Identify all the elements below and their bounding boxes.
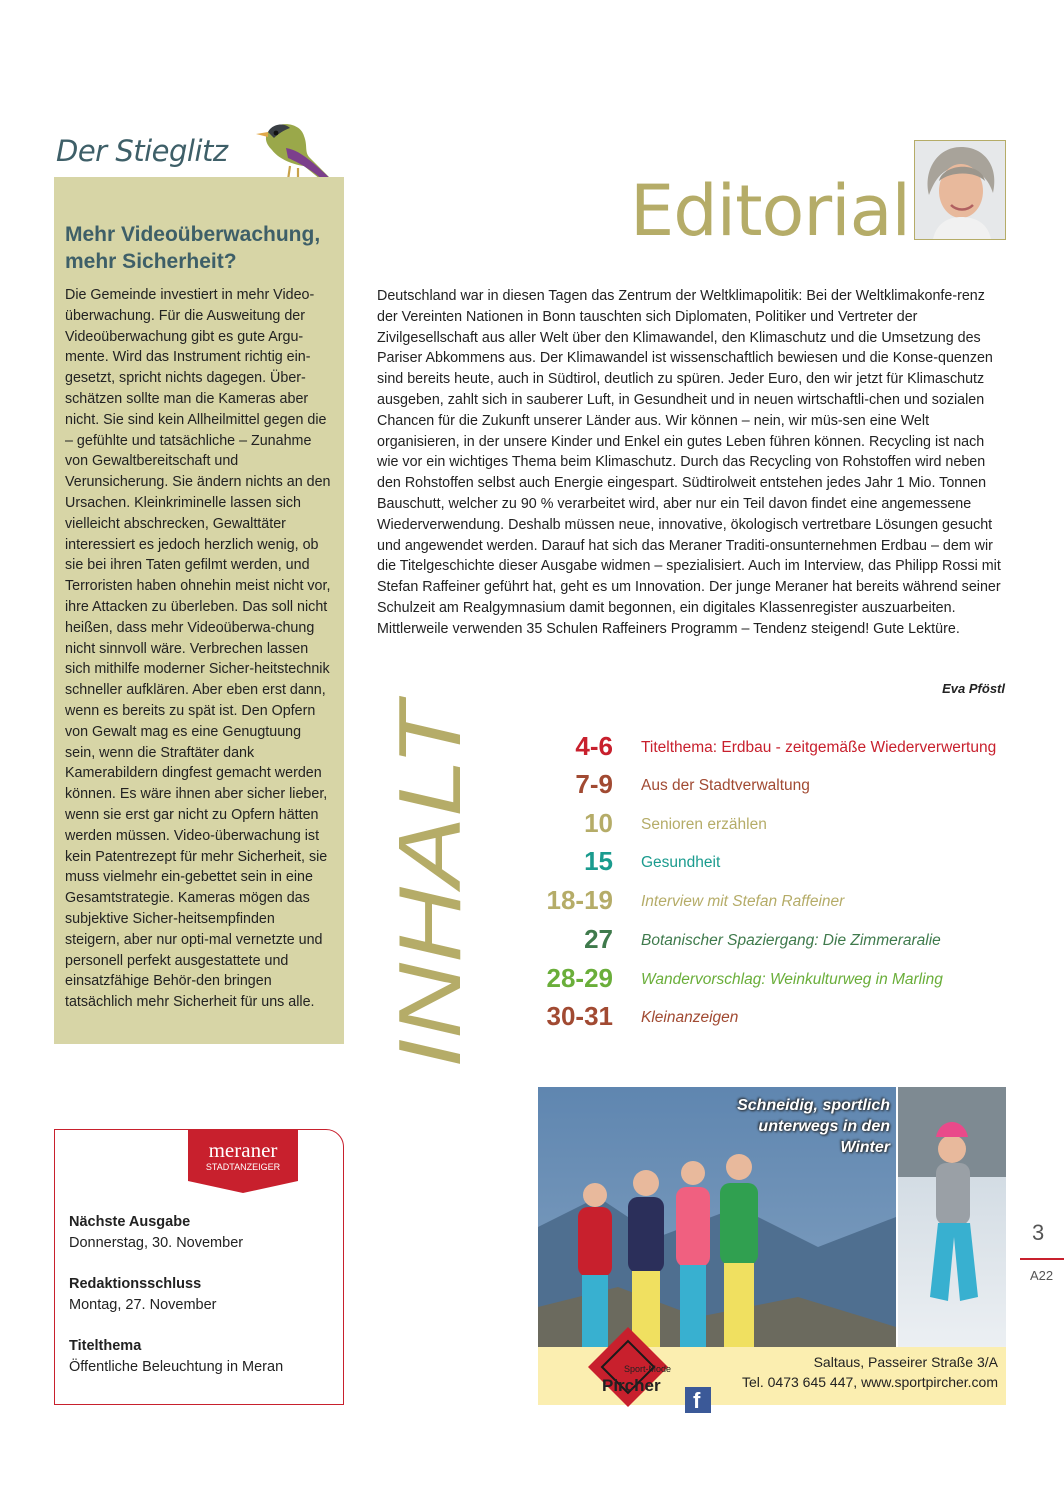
toc-row[interactable]	[490, 808, 1010, 844]
ad-brand: Pircher	[602, 1376, 661, 1395]
inhalt-word-text: INHALT	[380, 761, 479, 1068]
topic-value: Öffentliche Beleuchtung in Meran	[69, 1359, 284, 1375]
toc-label: Senioren erzählen	[641, 816, 767, 833]
toc-page: 7-9	[575, 769, 613, 799]
page-code: A22	[1030, 1268, 1054, 1283]
ad-contact[interactable]: Tel. 0473 645 447, www.sportpircher.com	[741, 1374, 998, 1390]
toc-row[interactable]	[490, 885, 1010, 921]
toc-label: Wandervorschlag: Weinkulturweg in Marling	[641, 971, 943, 988]
logo-main-text: meraner	[208, 1138, 278, 1162]
toc-page: 28-29	[546, 963, 613, 993]
ad-headline	[690, 1095, 890, 1158]
ad-headline-line: Schneidig, sportlich	[737, 1097, 890, 1114]
toc-row[interactable]	[490, 924, 1010, 960]
stieglitz-commentary-box	[54, 177, 344, 1044]
toc-page: 30-31	[546, 1001, 613, 1031]
stieglitz-title: Mehr Videoüberwachung, mehr Sicherheit?	[65, 223, 321, 273]
ad-headline-line: Winter	[840, 1139, 890, 1156]
toc-label: Aus der Stadtverwaltung	[641, 777, 810, 794]
topic-label: Titelthema	[69, 1338, 142, 1354]
deadline-label: Redaktionsschluss	[69, 1276, 202, 1292]
svg-text:f: f	[693, 1388, 701, 1413]
toc-row[interactable]	[490, 769, 1010, 805]
page-number: 3	[1032, 1220, 1045, 1245]
logo-sub-text: STADTANZEIGER	[205, 1162, 281, 1172]
toc-row[interactable]	[490, 963, 1010, 999]
toc-row[interactable]	[490, 731, 1010, 767]
editorial-title: Editorial	[630, 170, 910, 252]
toc-page: 10	[584, 808, 613, 838]
toc-row[interactable]	[490, 1001, 1010, 1037]
toc-page: 15	[584, 846, 613, 876]
ad-headline-line: unterwegs in den	[758, 1118, 890, 1135]
toc-page: 4-6	[575, 731, 613, 761]
next-issue-label: Nächste Ausgabe	[69, 1214, 191, 1230]
next-issue-value: Donnerstag, 30. November	[69, 1235, 244, 1251]
author-photo	[914, 140, 1006, 240]
deadline-value: Montag, 27. November	[69, 1297, 217, 1313]
ad-brand-small: Sport-Mode	[624, 1364, 672, 1374]
meraner-stadtanzeiger-logo	[188, 1129, 298, 1193]
toc-label: Kleinanzeigen	[641, 1009, 739, 1026]
toc-label: Gesundheit	[641, 854, 721, 871]
stieglitz-body-text: Die Gemeinde investiert in mehr Video-überwachung. Für die Ausweitung der Videoüberwachung gibt es gute Argu-mente. Wird das Instrument richtig ein-gesetzt, spricht nichts dagegen. Über-schätzen sollte man die Kameras aber nicht. Sie sind kein Allheilmittel gegen die – gefühlte und tatsächliche – Zunahme von Gewaltbereitschaft und Verunsicherung. Sie ändern nichts an den Ursachen. Kleinkriminelle lassen sich vielleicht abschrecken, Gewalttäter interessiert es jedoch herzlich wenig, ob sie bei ihren Taten gefilmt werden, und Terroristen haben ohnehin meist nicht vor, ihre Attacken zu überleben. Das soll nicht heißen, dass mehr Videoüberwa-chung nicht sinnvoll wäre. Verbrechen lassen sich mithilfe moderner Sicher-heitstechnik schneller aufklären. Aber eben erst dann, wenn es bereits zu spät ist. Den Opfern von Gewalt mag es eine Genugtuung sein, wenn die Straftäter dank Kamerabildern dingfest gemacht werden können. Es wäre ihnen aber sicher lieber, wenn sie erst gar nicht zu Opfern hätten werden müssen. Video-überwachung ist kein Patentrezept für mehr Sicherheit, sie muss vielmehr ein-gebettet sein in eine Gesamtstrategie. Kameras mögen das subjektive Sicher-heitsempfinden steigern, aber nur opti-mal vernetzte und personell perfekt ausgestattete und einsatzfähige Behör-den bringen tatsächlich mehr Sicherheit für uns alle.	[65, 287, 331, 1011]
toc-label: Titelthema: Erdbau - zeitgemäße Wiederverwertung	[641, 739, 997, 756]
toc-label: Interview mit Stefan Raffeiner	[641, 893, 845, 910]
ad-address: Saltaus, Passeirer Straße 3/A	[813, 1354, 998, 1370]
stieglitz-heading: Der Stieglitz	[56, 134, 228, 168]
toc-row[interactable]	[490, 846, 1010, 882]
editorial-author: Eva Pföstl	[942, 681, 1005, 696]
toc-label: Botanischer Spaziergang: Die Zimmeraralie	[641, 932, 941, 949]
page-number-rule	[1020, 1258, 1064, 1260]
toc-page: 27	[584, 924, 613, 954]
inhalt-vertical-heading	[380, 700, 479, 1072]
editorial-body-text: Deutschland war in diesen Tagen das Zentrum der Weltklimapolitik: Bei der Weltklimakonfe-renz der Vereinten Nationen in Bonn tauschten sich Diplomaten, Politiker und Vertreter der Zivilgesellschaft aus aller Welt über den Klimawandel, den Klimaschutz und die Umsetzung des Pariser Abkommens aus. Der Klimawandel ist wissenschaftlich bewiesen und die Konse-quenzen sind bereits heute, auch in Südtirol, deutlich zu spüren. Jeder Euro, den wir jetzt für Klimaschutz ausgeben, zahlt sich in sauberer Luft, in Gesundheit und in neuen wirtschaftli-chen und sozialen Chancen für die Zukunft unserer Länder aus. Wir können – nein, wir müs-sen eine Welt organisieren, in der unsere Kinder und Enkel ein gutes Leben führen können. Recycling ist nach wie vor ein wichtiges Thema beim Klimaschutz. Durch das Recycling von Rohstoffen wird neben den Rohstoffen selbst auch Energie eingespart. Südtirolweit entstehen jedes Jahr 1 Mio. Tonnen Bauschutt, welcher zu 90 % verarbeitet wird, aber nur ein Teil davon findet eine angemessene Wiederverwendung. Deshalb müssen neue, innovative, ökologisch vertretbare Lösungen gesucht und angewendet werden. Darauf hat sich das Meraner Traditi-onsunternehmen Erdbau – dem wir die Titelgeschichte dieser Ausgabe widmen – spezialisiert. Auch im Interview, das Philipp Rossi mit Stefan Raffeiner geführt hat, geht es um Innovation. Der junge Meraner hat bereits während seiner Schulzeit am Realgymnasium damit begonnen, ein digitales Klassenregister auszuarbeiten. Mittlerweile verwenden 35 Schulen Raffeiners Programm – Tendenz steigend! Gute Lektüre.	[377, 288, 1001, 637]
toc-page: 18-19	[546, 885, 613, 915]
